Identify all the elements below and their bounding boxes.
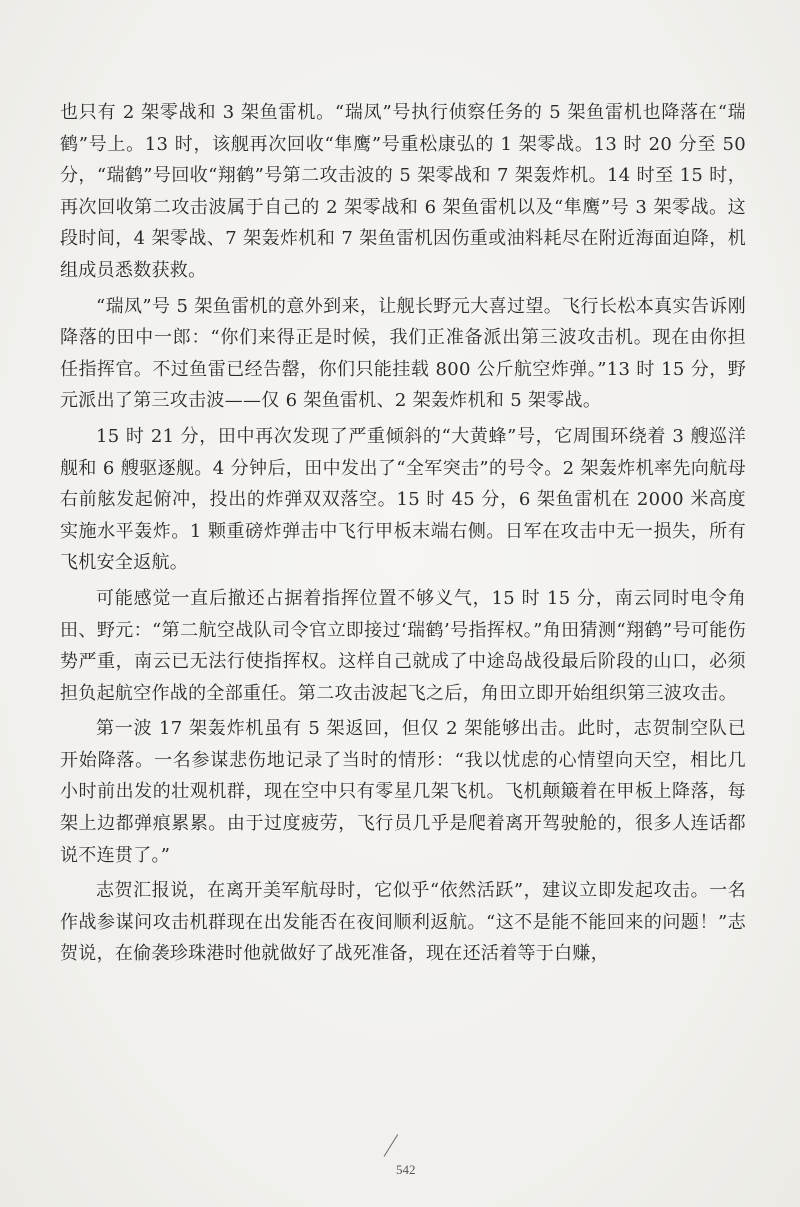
body-text: [60, 97, 746, 974]
paragraph-6: 志贺汇报说，在离开美军航母时，它似乎“依然活跃”，建议立即发起攻击。一名作战参谋问攻击机群现在出发能否在夜间顺利返航。“这不是能不能回来的问题！”志贺说，在偷袭珍珠港时他就做好了战死准备，现在还活着等于白赚，: [60, 880, 746, 965]
page-folio: [378, 1152, 438, 1196]
paragraph-5: 第一波 17 架轰炸机虽有 5 架返回，但仅 2 架能够出击。此时，志贺制空队已开始降落。一名参谋悲伤地记录了当时的情形：“我以忧虑的心情望向天空，相比几小时前出发的壮观机群，现在空中只有零星几架飞机。飞机颠簸着在甲板上降落，每架上边都弹痕累累。由于过度疲劳，飞行员几乎是爬着离开驾驶舱的，很多人连话都说不连贯了。”: [60, 718, 746, 866]
paragraph-2: “瑞凤”号 5 架鱼雷机的意外到来，让舰长野元大喜过望。飞行长松本真实告诉刚降落的田中一郎：“你们来得正是时候，我们正准备派出第三波攻击机。现在由你担任指挥官。不过鱼雷已经告罄，你们只能挂载 800 公斤航空炸弹。”13 时 15 分，野元派出了第三攻击波——仅 6 架鱼雷机、2 架轰炸机和 5 架零战。: [60, 295, 746, 412]
paragraph-4: 可能感觉一直后撤还占据着指挥位置不够义气，15 时 15 分，南云同时电令角田、野元：“第二航空战队司令官立即接过‘瑞鹤’号指挥权。”角田猜测“翔鹤”号可能伤势严重，南云已无法行使指挥权。这样自己就成了中途岛战役最后阶段的山口，必须担负起航空作战的全部重任。第二攻击波起飞之后，角田立即开始组织第三波攻击。: [60, 587, 746, 704]
folio-slash-mark: [384, 1134, 399, 1157]
paragraph-1: 也只有 2 架零战和 3 架鱼雷机。“瑞凤”号执行侦察任务的 5 架鱼雷机也降落在“瑞鹤”号上。13 时，该舰再次回收“隼鹰”号重松康弘的 1 架零战。13 时 20 分至 50 分，“瑞鹤”号回收“翔鹤”号第二攻击波的 5 架零战和 7 架轰炸机。14 时至 15 时，再次回收第二攻击波属于自己的 2 架零战和 6 架鱼雷机以及“隼鹰”号 3 架零战。这段时间，4 架零战、7 架轰炸机和 7 架鱼雷机因伤重或油料耗尽在附近海面迫降，机组成员悉数获救。: [60, 102, 746, 281]
paragraph-3: 15 时 21 分，田中再次发现了严重倾斜的“大黄蜂”号，它周围环绕着 3 艘巡洋舰和 6 艘驱逐舰。4 分钟后，田中发出了“全军突击”的号令。2 架轰炸机率先向航母右前舷发起俯冲，投出的炸弹双双落空。15 时 45 分，6 架鱼雷机在 2000 米高度实施水平轰炸。1 颗重磅炸弹击中飞行甲板末端右侧。日军在攻击中无一损失，所有飞机安全返航。: [60, 425, 746, 574]
page-number: 542: [396, 1162, 416, 1177]
